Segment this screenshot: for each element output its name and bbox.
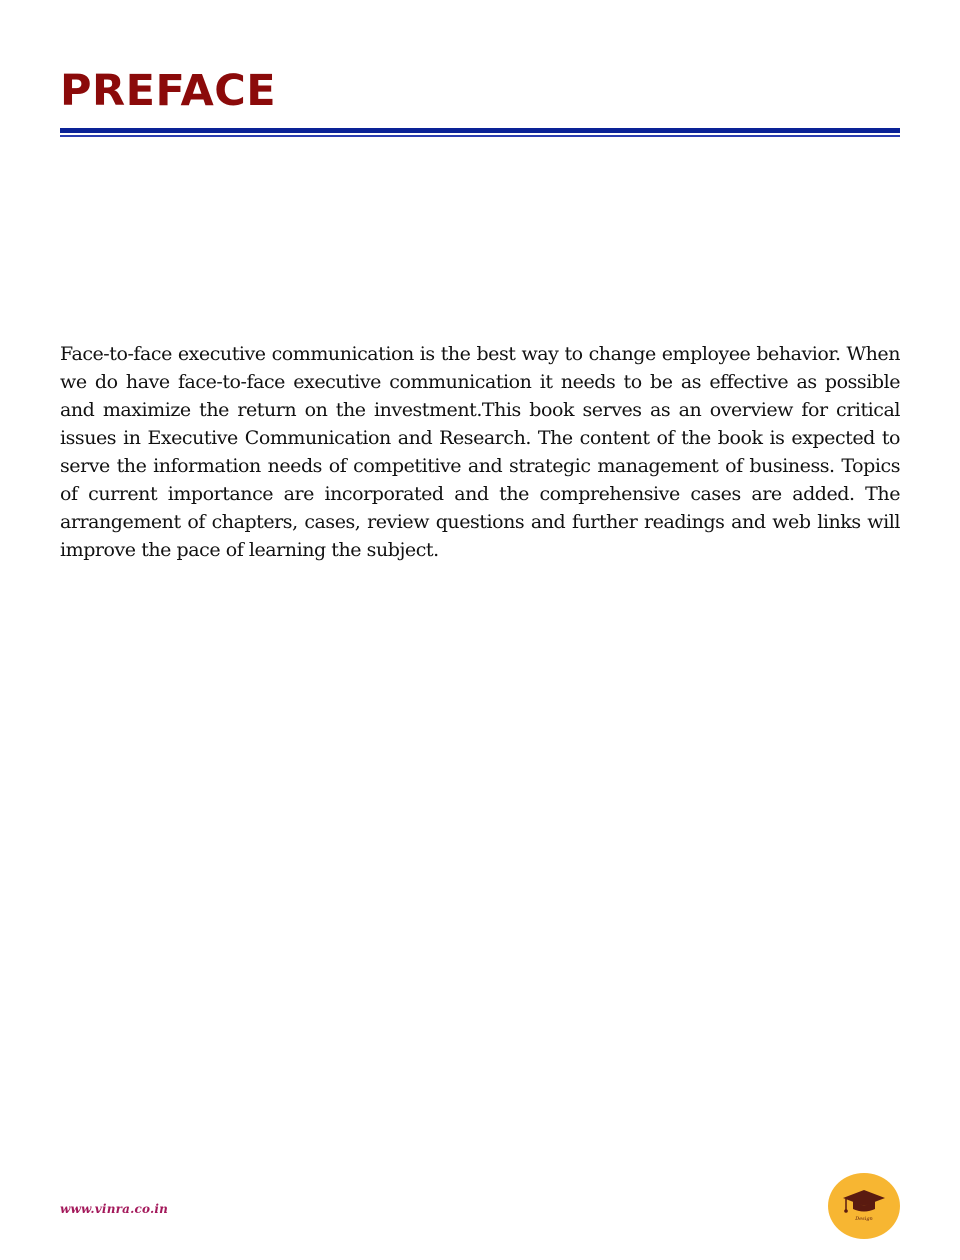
graduation-cap-icon <box>842 1186 886 1227</box>
title-rule-thin <box>60 135 900 137</box>
preface-paragraph: Face-to-face executive communication is the best way to change employee behavior. When we do have face-to-face executive communication it needs to be as effective as possible and maximize the return on the investment.This book serves as an overview for critical issues in Executive Communication and Research. The content of the book is expected to serve the information needs of competitive and strategic management of business. Topics of current importance are incorporated and the comprehensive cases are added. The arrangement of chapters, cases, review questions and further readings and web links will improve the pace of learning the subject. <box>60 343 900 561</box>
page-title: PREFACE <box>60 66 277 116</box>
title-rule-thick <box>60 128 900 133</box>
website-link[interactable]: www.vinra.co.in <box>60 1202 169 1216</box>
publisher-logo <box>828 1173 900 1239</box>
svg-text:Design: Design <box>855 1215 873 1222</box>
